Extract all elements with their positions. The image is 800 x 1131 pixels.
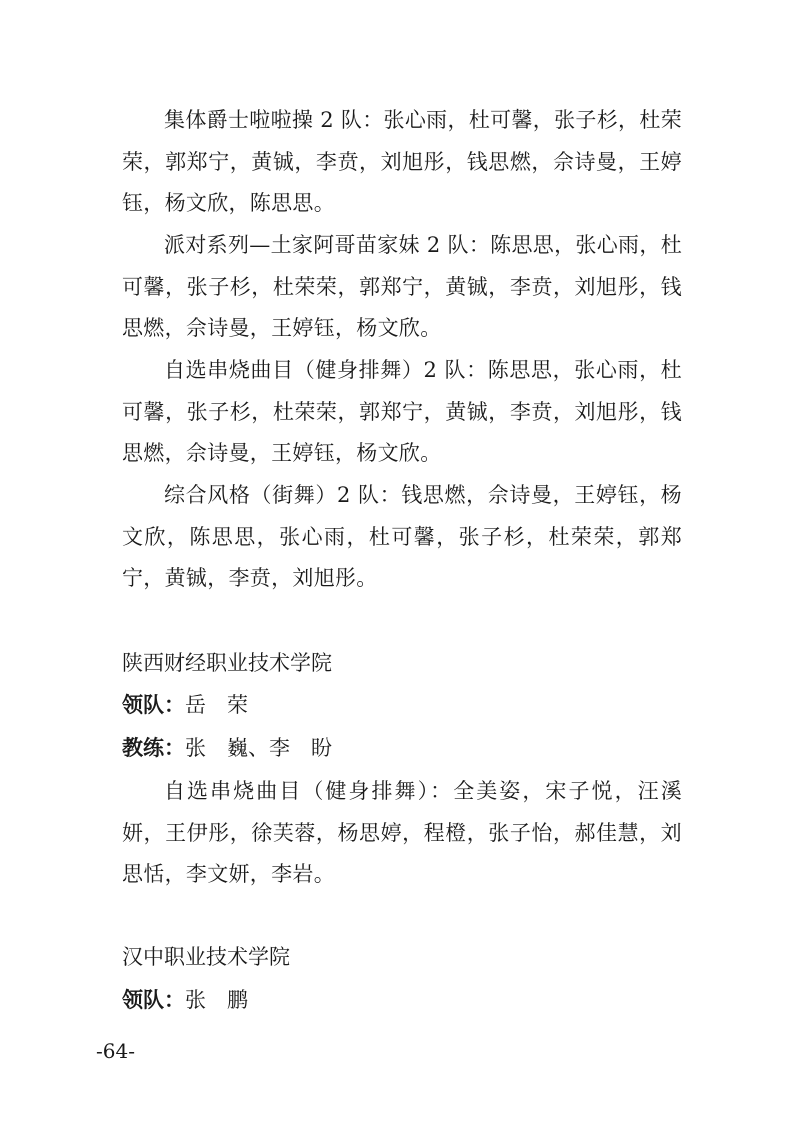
paragraph-jazz-cheer-team: 集体爵士啦啦操 2 队：张心雨，杜可馨，张子杉，杜荣荣，郭郑宁，黄铖，李贲，刘旭彤，钱思燃，佘诗曼，王婷钰，杨文欣，陈思思。 — [122, 108, 682, 215]
coach-label: 教练： — [122, 736, 185, 760]
leader-line — [122, 690, 248, 720]
leader-label: 领队： — [122, 693, 185, 717]
coach-names: 张 巍、李 盼 — [185, 736, 332, 760]
paragraph-street-dance-team: 综合风格（街舞）2 队：钱思燃，佘诗曼，王婷钰，杨文欣，陈思思，张心雨，杜可馨，张子杉，杜荣荣，郭郑宁，黄铖，李贲，刘旭彤。 — [122, 483, 682, 590]
leader-name-hanzhong: 张 鹏 — [185, 988, 248, 1012]
school-name-shaanxi-finance: 陕西财经职业技术学院 — [122, 651, 332, 675]
paragraph-shaanxi-finance-entry: 自选串烧曲目（健身排舞）：全美姿，宋子悦，汪溪妍，王伊彤，徐芙蓉，杨思婷，程橙，张子怡，郝佳慧，刘思恬，李文妍，李岩。 — [122, 779, 682, 886]
page-number: -64- — [96, 1039, 135, 1063]
leader-line-hanzhong — [122, 985, 248, 1015]
school-name-hanzhong: 汉中职业技术学院 — [122, 945, 290, 969]
paragraph-party-series-team: 派对系列—土家阿哥苗家妹 2 队：陈思思，张心雨，杜可馨，张子杉，杜荣荣，郭郑宁，黄铖，李贲，刘旭彤，钱思燃，佘诗曼，王婷钰，杨文欣。 — [122, 233, 682, 340]
leader-name: 岳 荣 — [185, 693, 248, 717]
paragraph-line-dance-team: 自选串烧曲目（健身排舞）2 队：陈思思，张心雨，杜可馨，张子杉，杜荣荣，郭郑宁，黄铖，李贲，刘旭彤，钱思燃，佘诗曼，王婷钰，杨文欣。 — [122, 358, 682, 465]
coach-line — [122, 733, 332, 763]
leader-label-hanzhong: 领队： — [122, 988, 185, 1012]
